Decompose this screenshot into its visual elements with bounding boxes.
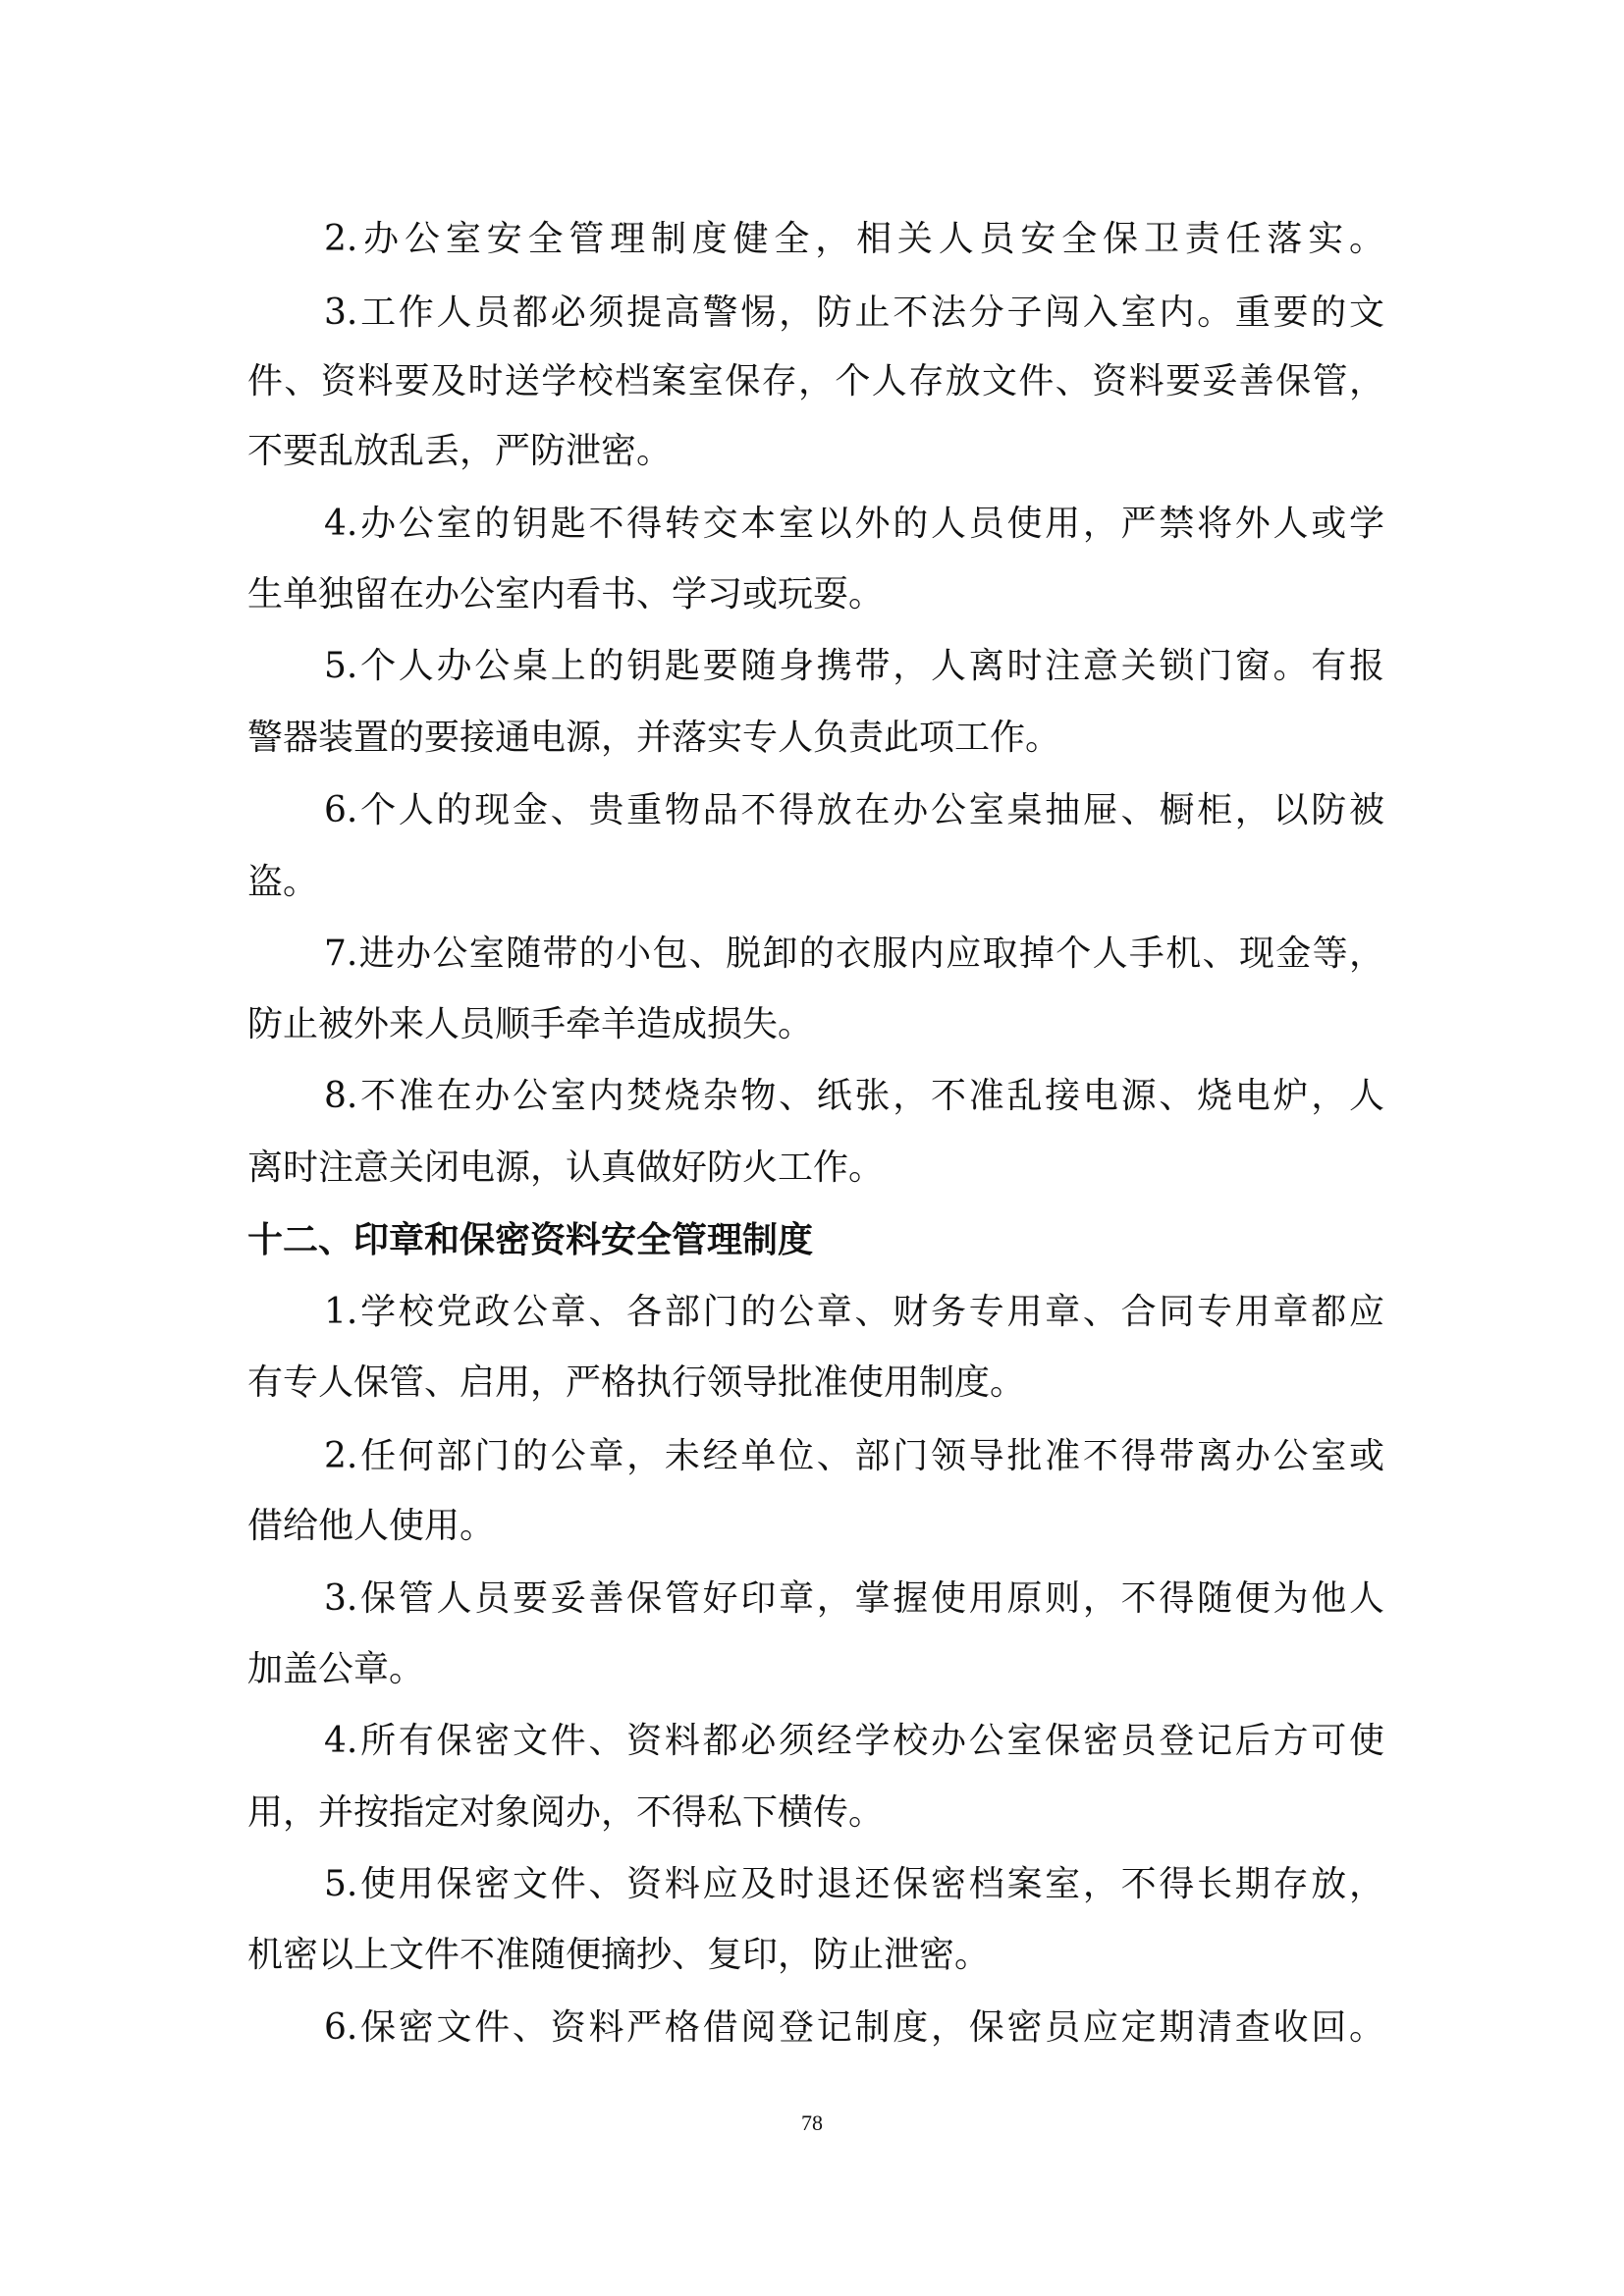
paragraph-line: 4.所有保密文件、资料都必须经学校办公室保密员登记后方可使 [324,1721,1384,1761]
paragraph-line: 借给他人使用。 [247,1506,496,1546]
paragraph-line: 4.办公室的钥匙不得转交本室以外的人员使用，严禁将外人或学 [324,504,1384,544]
paragraph-line: 1.学校党政公章、各部门的公章、财务专用章、合同专用章都应 [324,1292,1384,1332]
paragraph-line: 用，并按指定对象阅办，不得私下横传。 [247,1792,885,1833]
paragraph-line: 2.任何部门的公章，未经单位、部门领导批准不得带离办公室或 [324,1436,1384,1476]
paragraph-line: 机密以上文件不准随便摘抄、复印，防止泄密。 [247,1935,991,1975]
paragraph-line: 8.不准在办公室内焚烧杂物、纸张，不准乱接电源、烧电炉，人 [324,1076,1384,1116]
paragraph-line: 6.保密文件、资料严格借阅登记制度，保密员应定期清查收回。 [324,2007,1384,2048]
paragraph-line: 3.保管人员要妥善保管好印章，掌握使用原则，不得随便为他人 [324,1578,1384,1619]
paragraph-line: 件、资料要及时送学校档案室保存，个人存放文件、资料要妥善保管， [247,361,1384,401]
page-number: 78 [801,2110,823,2135]
section-heading: 十二、印章和保密资料安全管理制度 [247,1220,814,1260]
paragraph-line: 6.个人的现金、贵重物品不得放在办公室桌抽屉、橱柜，以防被 [324,790,1384,830]
paragraph-line: 警器装置的要接通电源，并落实专人负责此项工作。 [247,718,1061,758]
paragraph-line: 5.使用保密文件、资料应及时退还保密档案室，不得长期存放， [324,1864,1384,1904]
paragraph-line: 盗。 [247,862,319,902]
paragraph-line: 不要乱放乱丢，严防泄密。 [247,431,673,471]
paragraph-line: 生单独留在办公室内看书、学习或玩耍。 [247,574,885,614]
paragraph-line: 3.工作人员都必须提高警惕，防止不法分子闯入室内。重要的文 [324,293,1384,333]
paragraph-line: 加盖公章。 [247,1649,425,1689]
paragraph-line: 2.办公室安全管理制度健全，相关人员安全保卫责任落实。 [324,219,1384,259]
paragraph-line: 离时注意关闭电源，认真做好防火工作。 [247,1148,885,1188]
paragraph-line: 有专人保管、启用，严格执行领导批准使用制度。 [247,1362,1026,1403]
paragraph-line: 7.进办公室随带的小包、脱卸的衣服内应取掉个人手机、现金等， [324,934,1384,974]
paragraph-line: 防止被外来人员顺手牵羊造成损失。 [247,1004,814,1044]
paragraph-line: 5.个人办公桌上的钥匙要随身携带，人离时注意关锁门窗。有报 [324,646,1384,686]
